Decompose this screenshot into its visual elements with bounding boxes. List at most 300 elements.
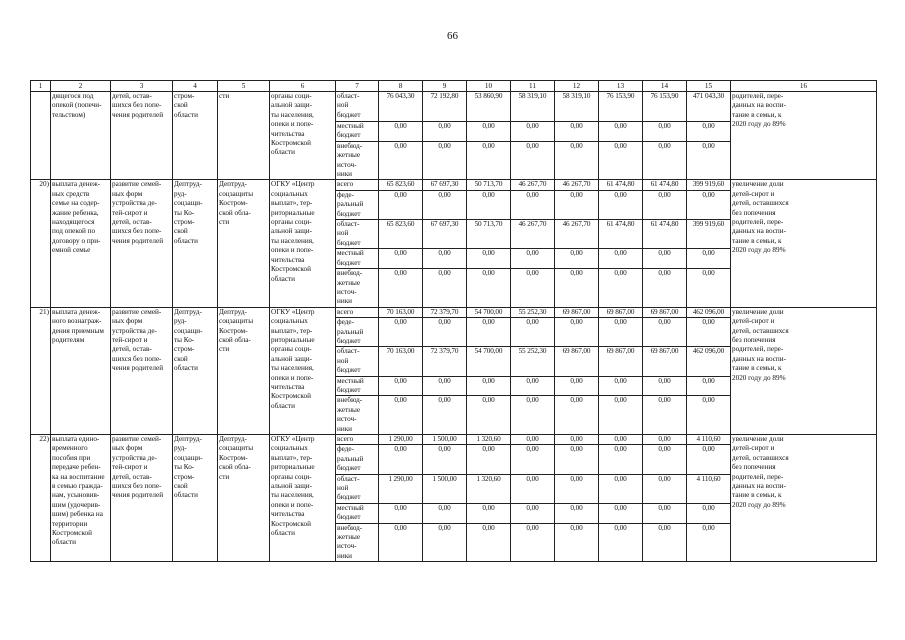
- source-label-line: источ-: [337, 160, 357, 169]
- responsible-text-line: соцзащи-: [174, 326, 203, 335]
- amount-cell: 0,00: [643, 445, 687, 474]
- amount-cell: 0,00: [599, 474, 643, 503]
- goal-text-line: ных форм: [112, 444, 143, 453]
- executor-text-line: органы соци-: [271, 92, 312, 100]
- source-label-line: област-: [337, 347, 360, 356]
- amount-cell: 0,00: [555, 396, 599, 435]
- amount-cell: 0,00: [379, 445, 423, 474]
- amount-cell: 0,00: [511, 190, 555, 219]
- source-label-line: област-: [337, 474, 360, 483]
- amount-cell: 0,00: [423, 523, 467, 562]
- goal-text-line: устройства де-: [112, 453, 157, 462]
- executor-text-line: ты населения,: [271, 236, 314, 245]
- responsible-text-line: Дептруд-: [174, 307, 202, 316]
- amount-cell: 0,00: [555, 269, 599, 308]
- source-label-line: бюджет: [337, 385, 361, 394]
- table-body: [31, 92, 877, 562]
- source-label-line: жетные: [337, 151, 361, 160]
- customer-text: [218, 435, 270, 562]
- amount-cell: 0,00: [467, 190, 511, 219]
- executor-text-line: ты населения,: [271, 491, 314, 500]
- amount-cell: 1 500,00: [423, 435, 467, 445]
- source-label-line: ники: [337, 551, 353, 560]
- executor-text-line: альной защи-: [271, 354, 313, 363]
- amount-cell: 0,00: [643, 474, 687, 503]
- amount-cell: 0,00: [599, 249, 643, 269]
- row-number: 22): [31, 435, 51, 562]
- amount-cell: 1 290,00: [379, 435, 423, 445]
- amount-cell: 0,00: [379, 396, 423, 435]
- responsible-text-line: соцзащи-: [174, 199, 203, 208]
- source-label-line: ной: [337, 229, 349, 238]
- amount-cell: 0,00: [555, 474, 599, 503]
- amount-cell: 0,00: [687, 141, 731, 180]
- indicator-text-line: без попечения: [732, 208, 776, 217]
- amount-cell: 61 474,80: [599, 180, 643, 190]
- table-row: [31, 435, 877, 445]
- source-label-line: бюджет: [337, 336, 361, 345]
- row-number: 20): [31, 180, 51, 307]
- executor-text-line: области: [271, 148, 296, 157]
- amount-cell: 1 500,00: [423, 474, 467, 503]
- column-header: 10: [467, 81, 511, 92]
- responsible-text-line: области: [174, 364, 199, 373]
- amount-cell: 0,00: [555, 503, 599, 523]
- amount-cell: 65 823,60: [379, 220, 423, 249]
- source-label-line: област-: [337, 92, 360, 100]
- column-header: 16: [731, 81, 877, 92]
- amount-cell: 0,00: [599, 190, 643, 219]
- indicator-text-line: тание в семьи, к: [732, 236, 782, 245]
- source-label-line: ральный: [337, 454, 364, 463]
- source-label: всего: [336, 435, 379, 445]
- measure-name-line: передаче ребен-: [52, 463, 101, 472]
- amount-cell: 0,00: [423, 190, 467, 219]
- amount-cell: 0,00: [643, 318, 687, 347]
- indicator-text-line: данных на воспи-: [732, 227, 786, 236]
- executor-text: [270, 180, 336, 307]
- source-label-line: бюджет: [337, 258, 361, 267]
- indicator-text-line: тание в семьи, к: [732, 110, 782, 119]
- responsible-text-line: ской: [174, 101, 188, 110]
- measure-name-line: семье на содер-: [52, 199, 100, 208]
- goal-text-line: детей, остав-: [112, 472, 152, 481]
- responsible-text: [173, 435, 218, 562]
- amount-cell: 0,00: [643, 249, 687, 269]
- measure-name-line: ных средств: [52, 189, 90, 198]
- responsible-text: [173, 180, 218, 307]
- goal-text: [111, 435, 173, 562]
- amount-cell: 69 867,00: [643, 307, 687, 317]
- executor-text-line: области: [271, 401, 296, 410]
- source-label: [336, 503, 379, 523]
- source-label-line: ники: [337, 297, 353, 306]
- source-label: [336, 249, 379, 269]
- amount-cell: 0,00: [379, 190, 423, 219]
- responsible-text-line: области: [174, 236, 199, 245]
- customer-text: [218, 92, 270, 180]
- amount-cell: 0,00: [643, 396, 687, 435]
- column-header: 5: [218, 81, 270, 92]
- executor-text-line: Костромской: [271, 265, 311, 274]
- amount-cell: 0,00: [555, 376, 599, 396]
- amount-cell: 0,00: [423, 396, 467, 435]
- source-label: [336, 474, 379, 503]
- table-row: [31, 92, 877, 122]
- source-label-line: внебюд-: [337, 396, 363, 405]
- customer-text-line: сти: [219, 218, 230, 227]
- amount-cell: 76 153,90: [599, 92, 643, 122]
- customer-text-line: Дептруд-: [219, 307, 247, 316]
- customer-text-line: Дептруд-: [219, 435, 247, 443]
- source-label-line: бюджет: [337, 493, 361, 502]
- executor-text-line: Костромской: [271, 392, 311, 401]
- responsible-text-line: руд-: [174, 189, 187, 198]
- indicator-text-line: 2020 году до 89%: [732, 246, 786, 255]
- customer-text: [218, 180, 270, 307]
- source-label: [336, 190, 379, 219]
- column-header: 1: [31, 81, 51, 92]
- executor-text-line: выплат», тер-: [271, 199, 313, 208]
- amount-cell: 0,00: [687, 269, 731, 308]
- amount-cell: 53 860,90: [467, 92, 511, 122]
- responsible-text: [173, 307, 218, 434]
- amount-cell: 0,00: [599, 318, 643, 347]
- amount-cell: 0,00: [467, 269, 511, 308]
- customer-text-line: соцзащиты: [219, 189, 254, 198]
- amount-cell: 0,00: [599, 376, 643, 396]
- responsible-text-line: Дептруд-: [174, 435, 202, 443]
- amount-cell: 67 697,30: [423, 180, 467, 190]
- executor-text-line: ОГКУ «Центр: [271, 435, 315, 443]
- indicator-text-line: тание в семьи, к: [732, 491, 782, 500]
- source-label-line: ной: [337, 484, 349, 493]
- executor-text-line: социальных: [271, 444, 308, 453]
- indicator-text-line: тание в семьи, к: [732, 364, 782, 373]
- amount-cell: 76 153,90: [643, 92, 687, 122]
- amount-cell: 0,00: [423, 141, 467, 180]
- column-header: 8: [379, 81, 423, 92]
- source-label-line: бюджет: [337, 131, 361, 140]
- source-label-line: ной: [337, 101, 349, 110]
- amount-cell: 0,00: [379, 122, 423, 142]
- amount-cell: 0,00: [379, 141, 423, 180]
- amount-cell: 1 290,00: [379, 474, 423, 503]
- amount-cell: 50 713,70: [467, 180, 511, 190]
- source-label: [336, 445, 379, 474]
- amount-cell: 0,00: [555, 318, 599, 347]
- indicator-text-line: детей-сирот и: [732, 189, 775, 198]
- executor-text-line: чительства: [271, 129, 305, 138]
- executor-text-line: чительства: [271, 382, 305, 391]
- goal-text-line: детей, остав-: [112, 92, 152, 100]
- amount-cell: 0,00: [555, 523, 599, 562]
- amount-cell: 0,00: [511, 249, 555, 269]
- amount-cell: 0,00: [643, 141, 687, 180]
- amount-cell: 0,00: [599, 122, 643, 142]
- amount-cell: 0,00: [467, 122, 511, 142]
- column-header: 7: [336, 81, 379, 92]
- executor-text-line: риториальные: [271, 208, 315, 217]
- amount-cell: 0,00: [423, 503, 467, 523]
- executor-text-line: области: [271, 274, 296, 283]
- indicator-text-line: детей-сирот и: [732, 444, 775, 453]
- source-label: [336, 347, 379, 376]
- row-number: [31, 92, 51, 180]
- amount-cell: 46 267,70: [555, 220, 599, 249]
- amount-cell: 0,00: [599, 141, 643, 180]
- amount-cell: 0,00: [467, 318, 511, 347]
- responsible-text-line: ты Ко-: [174, 208, 195, 217]
- indicator-text-line: детей-сирот и: [732, 317, 775, 326]
- customer-text-line: сти: [219, 92, 230, 100]
- goal-text-line: устройства де-: [112, 326, 157, 335]
- amount-cell: 0,00: [511, 269, 555, 308]
- customer-text-line: ской обла-: [219, 463, 251, 472]
- amount-cell: 0,00: [511, 445, 555, 474]
- indicator-text-line: детей, оставшихся: [732, 326, 789, 335]
- goal-text-line: детей, остав-: [112, 345, 152, 354]
- amount-cell: 0,00: [511, 318, 555, 347]
- customer-text-line: ской обла-: [219, 208, 251, 217]
- goal-text-line: ных форм: [112, 317, 143, 326]
- amount-cell: 0,00: [643, 503, 687, 523]
- amount-cell: 0,00: [511, 503, 555, 523]
- responsible-text: [173, 92, 218, 180]
- measure-name-line: нам, усыновив-: [52, 491, 100, 500]
- amount-cell: 0,00: [643, 376, 687, 396]
- amount-cell: 0,00: [599, 445, 643, 474]
- amount-cell: 69 867,00: [555, 307, 599, 317]
- indicator-text-line: 2020 году до 89%: [732, 120, 786, 129]
- column-header: 6: [270, 81, 336, 92]
- indicator-text-line: 2020 году до 89%: [732, 373, 786, 382]
- amount-cell: 0,00: [555, 141, 599, 180]
- responsible-text-line: стром-: [174, 92, 195, 100]
- executor-text: [270, 435, 336, 562]
- amount-cell: 61 474,80: [643, 220, 687, 249]
- goal-text-line: чения родителей: [112, 364, 164, 373]
- amount-cell: 0,00: [423, 376, 467, 396]
- executor-text-line: чительства: [271, 510, 305, 519]
- amount-cell: 0,00: [599, 523, 643, 562]
- measure-name-line: родителям: [52, 335, 85, 344]
- indicator-text-line: родителей, пере-: [732, 218, 784, 227]
- amount-cell: 0,00: [599, 503, 643, 523]
- measure-name-line: пособия при: [52, 453, 91, 462]
- goal-text-line: шихся без попе-: [112, 482, 162, 491]
- measure-name-line: временного: [52, 444, 88, 453]
- executor-text-line: ОГКУ «Центр: [271, 307, 315, 316]
- goal-text-line: шихся без попе-: [112, 101, 162, 110]
- goal-text-line: шихся без попе-: [112, 354, 162, 363]
- amount-cell: 69 867,00: [643, 347, 687, 376]
- source-label-line: ники: [337, 424, 353, 433]
- goal-text-line: устройства де-: [112, 199, 157, 208]
- source-label-line: местный: [337, 503, 364, 512]
- amount-cell: 0,00: [643, 435, 687, 445]
- source-label: [336, 141, 379, 180]
- amount-cell: 0,00: [599, 396, 643, 435]
- measure-name-line: выплата денеж-: [52, 180, 101, 189]
- amount-cell: 0,00: [511, 396, 555, 435]
- measure-name-line: выплата денеж-: [52, 307, 101, 316]
- amount-cell: 1 320,60: [467, 474, 511, 503]
- amount-cell: 0,00: [379, 376, 423, 396]
- amount-cell: 0,00: [643, 122, 687, 142]
- amount-cell: 1 320,60: [467, 435, 511, 445]
- source-label: [336, 220, 379, 249]
- customer-text-line: Костром-: [219, 199, 248, 208]
- column-header: 3: [111, 81, 173, 92]
- responsible-text-line: стром-: [174, 472, 195, 481]
- executor-text-line: органы соци-: [271, 472, 312, 481]
- indicator-text-line: данных на воспи-: [732, 482, 786, 491]
- table-row: [31, 307, 877, 317]
- indicator-text-line: увеличение доли: [732, 435, 784, 443]
- amount-cell: 0,00: [687, 249, 731, 269]
- indicator-text: [731, 435, 877, 562]
- measure-name: [51, 180, 111, 307]
- source-label-line: местный: [337, 376, 364, 385]
- customer-text: [218, 307, 270, 434]
- column-header: 13: [599, 81, 643, 92]
- amount-cell: 69 867,00: [555, 347, 599, 376]
- amount-cell: 0,00: [423, 318, 467, 347]
- responsible-text-line: соцзащи-: [174, 453, 203, 462]
- source-label-line: местный: [337, 249, 364, 258]
- measure-name-line: Костромской: [52, 529, 92, 538]
- source-label-line: внебюд-: [337, 141, 363, 150]
- source-label-line: источ-: [337, 287, 357, 296]
- goal-text-line: тей-сирот и: [112, 335, 148, 344]
- executor-text-line: опеки и попе-: [271, 120, 314, 129]
- indicator-text: [731, 307, 877, 434]
- indicator-text-line: детей, оставшихся: [732, 199, 789, 208]
- amount-cell: 58 319,10: [555, 92, 599, 122]
- source-label-line: жетные: [337, 278, 361, 287]
- amount-cell: 50 713,70: [467, 220, 511, 249]
- source-label-line: жетные: [337, 533, 361, 542]
- executor-text-line: Костромской: [271, 139, 311, 148]
- measure-name-line: находящегося: [52, 218, 95, 227]
- goal-text-line: чения родителей: [112, 491, 164, 500]
- amount-cell: 0,00: [511, 435, 555, 445]
- executor-text-line: выплат», тер-: [271, 326, 313, 335]
- amount-cell: 4 110,60: [687, 435, 731, 445]
- amount-cell: 0,00: [511, 122, 555, 142]
- measure-name-line: тельством): [52, 110, 86, 119]
- amount-cell: 0,00: [379, 318, 423, 347]
- executor-text-line: социальных: [271, 189, 308, 198]
- source-label-line: внебюд-: [337, 523, 363, 532]
- amount-cell: 0,00: [423, 445, 467, 474]
- amount-cell: 46 267,70: [511, 180, 555, 190]
- executor-text-line: риториальные: [271, 463, 315, 472]
- amount-cell: 70 163,00: [379, 307, 423, 317]
- indicator-text: [731, 92, 877, 180]
- goal-text-line: развитие семей-: [112, 180, 162, 189]
- source-label-line: бюджет: [337, 513, 361, 522]
- source-label-line: бюджет: [337, 238, 361, 247]
- amount-cell: 46 267,70: [555, 180, 599, 190]
- source-label-line: внебюд-: [337, 269, 363, 278]
- amount-cell: 0,00: [467, 249, 511, 269]
- responsible-text-line: ты Ко-: [174, 335, 195, 344]
- responsible-text-line: стром-: [174, 218, 195, 227]
- measure-name: [51, 92, 111, 180]
- executor-text-line: ОГКУ «Центр: [271, 180, 315, 189]
- amount-cell: 70 163,00: [379, 347, 423, 376]
- column-header: 14: [643, 81, 687, 92]
- amount-cell: 0,00: [423, 122, 467, 142]
- source-label: [336, 92, 379, 122]
- executor-text-line: ты населения,: [271, 364, 314, 373]
- amount-cell: 0,00: [555, 445, 599, 474]
- amount-cell: 0,00: [599, 435, 643, 445]
- responsible-text-line: руд-: [174, 444, 187, 453]
- indicator-text-line: данных на воспи-: [732, 354, 786, 363]
- amount-cell: 0,00: [687, 396, 731, 435]
- amount-cell: 72 379,70: [423, 347, 467, 376]
- source-label: [336, 269, 379, 308]
- customer-text-line: соцзащиты: [219, 317, 254, 326]
- amount-cell: 65 823,60: [379, 180, 423, 190]
- customer-text-line: сти: [219, 472, 230, 481]
- amount-cell: 0,00: [423, 269, 467, 308]
- indicator-text-line: родителей, пере-: [732, 472, 784, 481]
- goal-text-line: развитие семей-: [112, 435, 162, 443]
- header-row: [31, 81, 877, 92]
- responsible-text-line: ской: [174, 354, 188, 363]
- executor-text-line: риториальные: [271, 335, 315, 344]
- amount-cell: 0,00: [599, 269, 643, 308]
- measure-name-line: емной семье: [52, 246, 91, 255]
- indicator-text-line: 2020 году до 89%: [732, 500, 786, 509]
- column-header: 15: [687, 81, 731, 92]
- measure-name: [51, 435, 111, 562]
- measure-name-line: территории: [52, 519, 88, 528]
- goal-text-line: чения родителей: [112, 110, 164, 119]
- indicator-text: [731, 180, 877, 307]
- amount-cell: 0,00: [511, 376, 555, 396]
- source-label-line: бюджет: [337, 366, 361, 375]
- measure-name-line: опекой (попечи-: [52, 101, 102, 110]
- column-header: 11: [511, 81, 555, 92]
- customer-text-line: соцзащиты: [219, 444, 254, 453]
- customer-text-line: сти: [219, 345, 230, 354]
- amount-cell: 0,00: [687, 503, 731, 523]
- amount-cell: 0,00: [687, 122, 731, 142]
- source-label-line: ной: [337, 356, 349, 365]
- column-header: 4: [173, 81, 218, 92]
- amount-cell: 0,00: [467, 376, 511, 396]
- amount-cell: 471 043,30: [687, 92, 731, 122]
- measure-name-line: в семью гражда-: [52, 482, 103, 491]
- source-label: [336, 523, 379, 562]
- goal-text-line: развитие семей-: [112, 307, 162, 316]
- executor-text-line: социальных: [271, 317, 308, 326]
- amount-cell: 462 096,00: [687, 347, 731, 376]
- amount-cell: 0,00: [643, 190, 687, 219]
- responsible-text-line: области: [174, 110, 199, 119]
- source-label: [336, 122, 379, 142]
- amount-cell: 69 867,00: [599, 347, 643, 376]
- amount-cell: 61 474,80: [643, 180, 687, 190]
- executor-text-line: Костромской: [271, 519, 311, 528]
- source-label-line: жетные: [337, 405, 361, 414]
- measure-name-line: ка на воспитание: [52, 472, 105, 481]
